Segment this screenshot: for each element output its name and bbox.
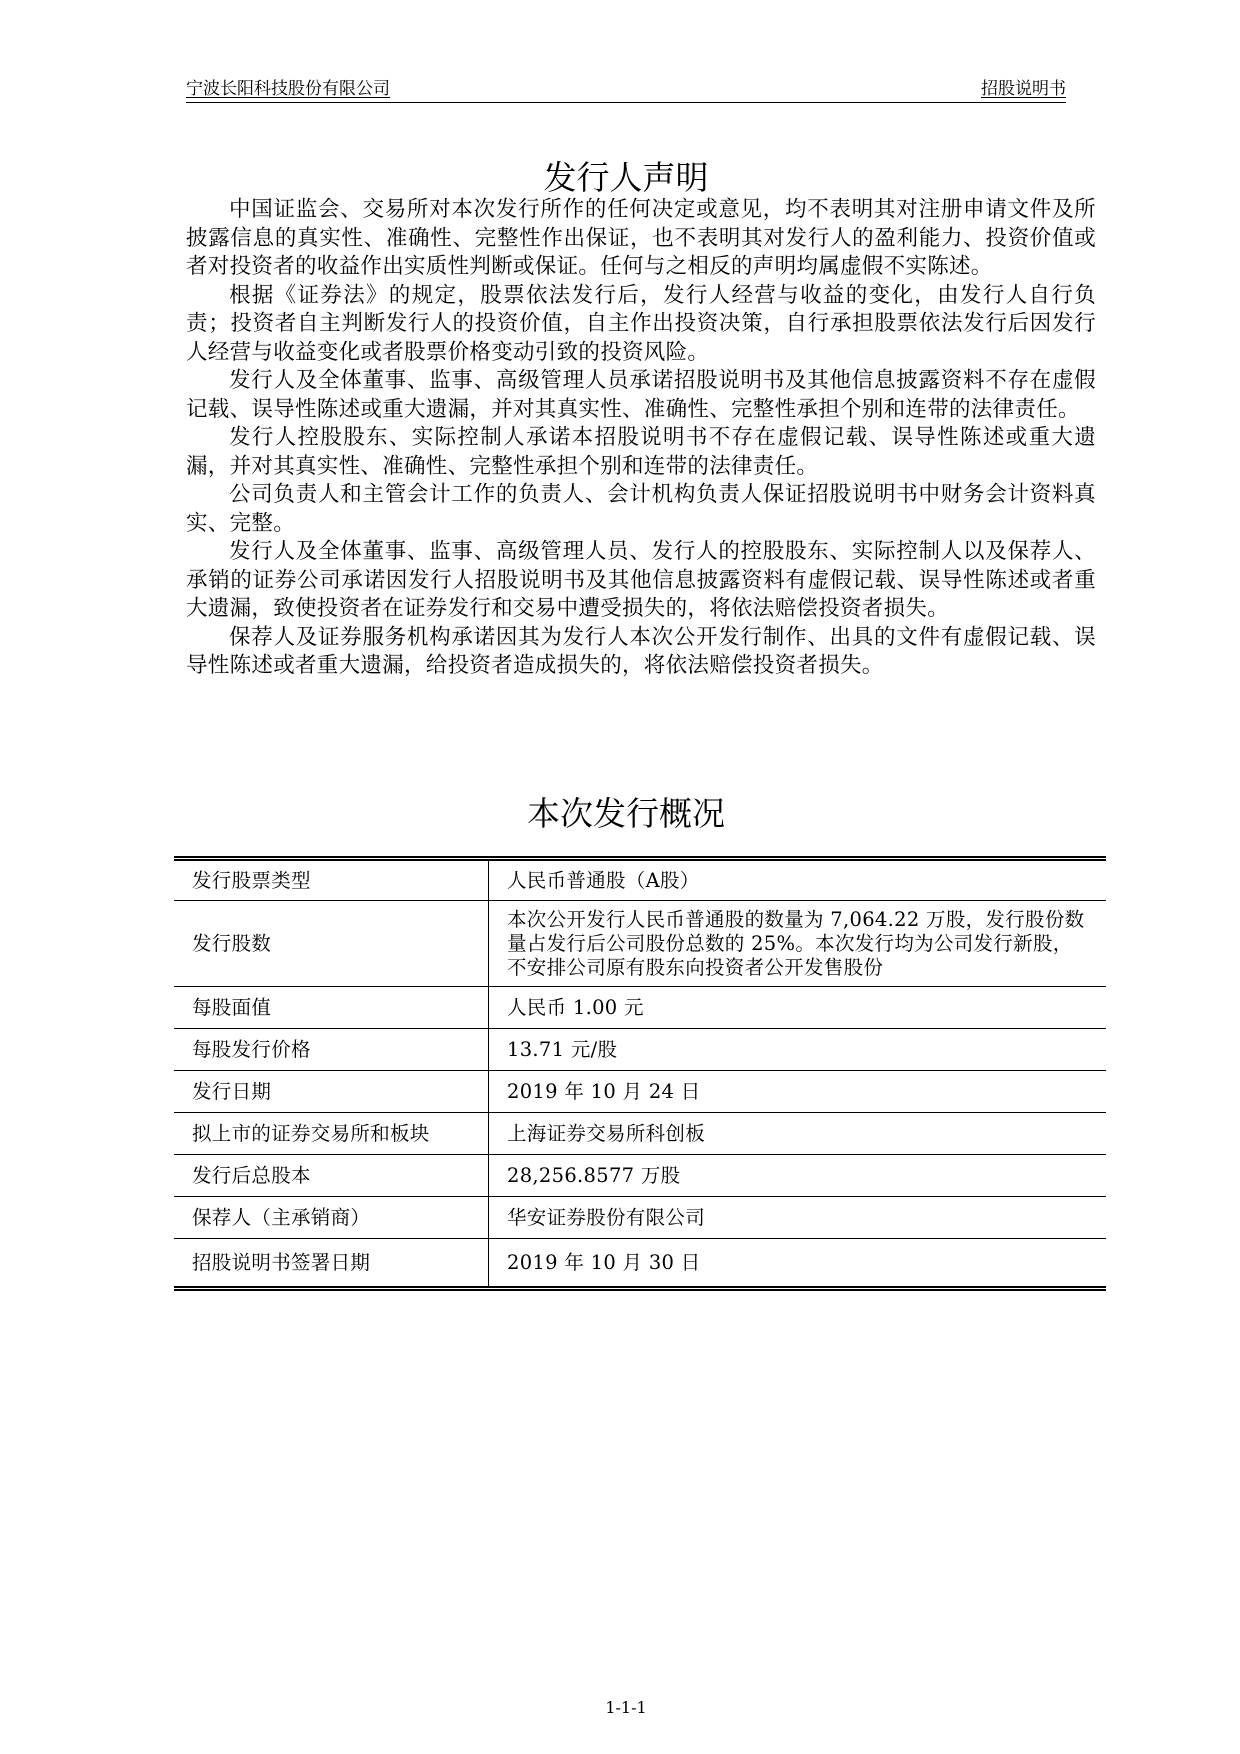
declaration-paragraph: 发行人及全体董事、监事、高级管理人员承诺招股说明书及其他信息披露资料不存在虚假记载、误导性陈述或重大遗漏，并对其真实性、准确性、完整性承担个别和连带的法律责任。 <box>186 368 1096 422</box>
table-row <box>174 1155 1106 1197</box>
declaration-paragraph: 根据《证券法》的规定，股票依法发行后，发行人经营与收益的变化，由发行人自行负责；投资者自主判断发行人的投资价值，自主作出投资决策，自行承担股票依法发行后因发行人经营与收益变化或者股票价格变动引致的投资风险。 <box>186 282 1096 365</box>
overview-title: 本次发行概况 <box>527 794 725 833</box>
table-row <box>174 859 1106 901</box>
declaration-paragraph: 公司负责人和主管会计工作的负责人、会计机构负责人保证招股说明书中财务会计资料真实、完整。 <box>186 482 1096 536</box>
declaration-title: 发行人声明 <box>543 158 709 197</box>
table-row <box>174 1197 1106 1239</box>
row-value: 华安证券股份有限公司 <box>489 1197 1107 1239</box>
row-label: 发行股票类型 <box>174 859 489 901</box>
row-label: 拟上市的证券交易所和板块 <box>174 1113 489 1155</box>
row-value: 2019 年 10 月 30 日 <box>507 1250 701 1274</box>
table-row <box>174 1029 1106 1071</box>
row-label: 发行股数 <box>174 901 489 987</box>
table-row <box>174 1071 1106 1113</box>
header-company-name: 宁波长阳科技股份有限公司 <box>186 79 390 99</box>
declaration-paragraph: 中国证监会、交易所对本次发行所作的任何决定或意见，均不表明其对注册申请文件及所披露信息的真实性、准确性、完整性作出保证，也不表明其对发行人的盈利能力、投资价值或者对投资者的收益作出实质性判断或保证。任何与之相反的声明均属虚假不实陈述。 <box>186 197 1096 279</box>
row-value: 人民币 1.00 元 <box>489 987 1107 1029</box>
row-label: 招股说明书签署日期 <box>174 1239 489 1289</box>
declaration-paragraph: 保荐人及证券服务机构承诺因其为发行人本次公开发行制作、出具的文件有虚假记载、误导性陈述或者重大遗漏，给投资者造成损失的，将依法赔偿投资者损失。 <box>186 624 1096 678</box>
row-value: 本次公开发行人民币普通股的数量为 7,064.22 万股，发行股份数量占发行后公司股份总数的 25%。本次发行均为公司发行新股，不安排公司原有股东向投资者公开发售股份 <box>489 901 1107 987</box>
row-label: 保荐人（主承销商） <box>174 1197 489 1239</box>
row-label: 发行日期 <box>174 1071 489 1113</box>
table-row <box>174 901 1106 987</box>
row-label: 每股面值 <box>174 987 489 1029</box>
table-row <box>174 987 1106 1029</box>
row-value: 28,256.8577 万股 <box>489 1155 1107 1197</box>
declaration-paragraph: 发行人控股股东、实际控制人承诺本招股说明书不存在虚假记载、误导性陈述或重大遗漏，并对其真实性、准确性、完整性承担个别和连带的法律责任。 <box>186 425 1096 479</box>
declaration-body <box>186 196 1096 681</box>
table-row <box>174 1239 1106 1289</box>
table-row <box>174 1113 1106 1155</box>
row-value: 上海证券交易所科创板 <box>489 1113 1107 1155</box>
issue-overview-table <box>174 856 1106 1291</box>
row-value: 2019 年 10 月 24 日 <box>489 1071 1107 1113</box>
header-document-type: 招股说明书 <box>981 79 1066 99</box>
page-header <box>186 72 1066 103</box>
row-value: 13.71 元/股 <box>489 1029 1107 1071</box>
row-label: 每股发行价格 <box>174 1029 489 1071</box>
declaration-paragraph: 发行人及全体董事、监事、高级管理人员、发行人的控股股东、实际控制人以及保荐人、承销的证券公司承诺因发行人招股说明书及其他信息披露资料有虚假记载、误导性陈述或者重大遗漏，致使投资者在证券发行和交易中遭受损失的，将依法赔偿投资者损失。 <box>186 539 1096 621</box>
row-value: 人民币普通股（A股） <box>489 859 1107 901</box>
row-label: 发行后总股本 <box>174 1155 489 1197</box>
page-number: 1-1-1 <box>605 1698 647 1717</box>
